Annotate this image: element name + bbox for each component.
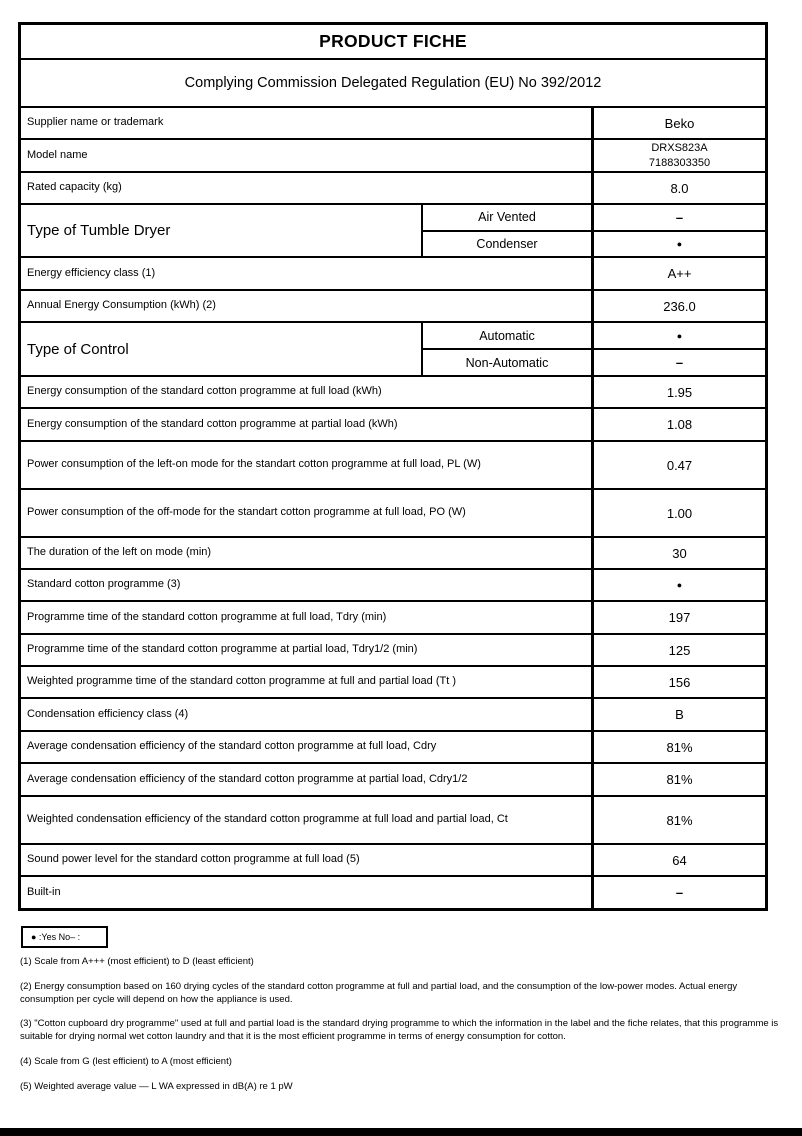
footnotes — [20, 956, 786, 1106]
row-label: Weighted programme time of the standard cotton programme at full and partial load (Tt ) — [27, 675, 457, 688]
row-value: 81% — [591, 764, 765, 795]
footnote-2: (2) Energy consumption based on 160 drying cycles of the standard cotton programme at full and partial load, and the consumption of the low-power modes. Actual energy consumption per cycle will depend on how the appliance is used. — [20, 980, 738, 1005]
row-label: Rated capacity (kg) — [27, 181, 122, 194]
row-value: 236.0 — [591, 291, 765, 321]
option-label: Non-Automatic — [421, 350, 591, 375]
table-row-sound-power — [21, 843, 765, 875]
table-row-cdry-half — [21, 762, 765, 795]
option-label: Air Vented — [421, 205, 591, 230]
row-value: A++ — [591, 258, 765, 289]
option-value: – — [591, 350, 765, 375]
row-label: Weighted condensation efficiency of the standard cotton programme at full load and partial load, Ct — [27, 813, 508, 826]
legend-text: ● :Yes No– : — [31, 932, 81, 942]
row-label: Energy consumption of the standard cotton programme at full load (kWh) — [27, 385, 382, 398]
bottom-scan-bar — [0, 1128, 802, 1136]
row-label: Power consumption of the off-mode for the standart cotton programme at full load, PO (W) — [27, 506, 466, 519]
table-row-cdry — [21, 730, 765, 762]
row-label: The duration of the left on mode (min) — [27, 546, 212, 559]
row-label: Average condensation efficiency of the standard cotton programme at partial load, Cdry1/2 — [27, 772, 468, 785]
row-label: Average condensation efficiency of the standard cotton programme at full load, Cdry — [27, 740, 437, 753]
option-automatic — [421, 323, 765, 348]
row-value: B — [591, 699, 765, 730]
table-row-energy-full-load — [21, 375, 765, 407]
row-value: ● — [591, 570, 765, 600]
option-label: Automatic — [421, 323, 591, 348]
row-label: Supplier name or trademark — [27, 116, 164, 129]
option-value: ● — [591, 323, 765, 348]
table-row-model — [21, 138, 765, 171]
row-value: Beko — [591, 108, 765, 138]
table-row-standard-cotton — [21, 568, 765, 600]
row-value: 1.00 — [591, 490, 765, 536]
row-label: Standard cotton programme (3) — [27, 578, 181, 591]
row-label: Condensation efficiency class (4) — [27, 707, 189, 720]
product-fiche-table — [18, 22, 768, 911]
row-value — [591, 140, 765, 171]
table-row-control-type — [21, 321, 765, 375]
row-label: Annual Energy Consumption (kWh) (2) — [27, 299, 216, 312]
footnote-1: (1) Scale from A+++ (most efficient) to D (least efficient) — [20, 956, 254, 967]
model-number: 7188303350 — [648, 156, 711, 169]
row-value: 81% — [591, 797, 765, 843]
row-value: 64 — [591, 845, 765, 875]
table-row-built-in — [21, 875, 765, 908]
row-value: 30 — [591, 538, 765, 568]
row-label: Programme time of the standard cotton programme at full load, Tdry (min) — [27, 610, 387, 623]
group-options — [421, 323, 765, 375]
table-row-condensation-class — [21, 697, 765, 730]
option-condenser — [421, 230, 765, 257]
option-value: – — [591, 205, 765, 230]
option-value: ● — [591, 232, 765, 257]
row-value: 197 — [591, 602, 765, 633]
table-row-left-on-duration — [21, 536, 765, 568]
row-label: Model name — [27, 148, 88, 161]
group-label: Type of Control — [27, 340, 129, 358]
row-value: – — [591, 877, 765, 908]
row-label: Energy consumption of the standard cotton programme at partial load (kWh) — [27, 417, 398, 430]
table-row-supplier — [21, 106, 765, 138]
table-row-annual-energy — [21, 289, 765, 321]
group-label: Type of Tumble Dryer — [27, 222, 171, 239]
table-row-energy-class — [21, 256, 765, 289]
row-value: 125 — [591, 635, 765, 665]
footnote-4: (4) Scale from G (lest efficient) to A (most efficient) — [20, 1056, 232, 1068]
table-row-ct — [21, 795, 765, 843]
row-label: Built-in — [27, 885, 61, 898]
table-row-left-on-power — [21, 440, 765, 488]
table-row-weighted-time — [21, 665, 765, 697]
fiche-subtitle-row — [21, 58, 765, 106]
option-air-vented — [421, 205, 765, 230]
row-value: 1.95 — [591, 377, 765, 407]
fiche-title-row — [21, 25, 765, 58]
row-value: 0.47 — [591, 442, 765, 488]
table-row-dryer-type — [21, 203, 765, 256]
row-label: Energy efficiency class (1) — [27, 266, 156, 279]
row-label: Programme time of the standard cotton programme at partial load, Tdry1/2 (min) — [27, 643, 418, 656]
group-options — [421, 205, 765, 256]
page-title: PRODUCT FICHE — [319, 31, 467, 51]
regulation-subtitle: Complying Commission Delegated Regulation (EU) No 392/2012 — [184, 75, 602, 91]
row-label: Power consumption of the left-on mode for the standart cotton programme at full load, PL (W) — [27, 458, 481, 471]
footnote-5: (5) Weighted average value — L WA expressed in dB(A) re 1 pW — [20, 1080, 293, 1092]
table-row-tdry-half — [21, 633, 765, 665]
table-row-tdry — [21, 600, 765, 633]
footnote-3: (3) "Cotton cupboard dry programme" used at full and partial load is the standard drying programme to which the information in the label and the fiche relates, that this programme is suitable for drying normal wet cotton laundry and that it is the most efficient programme in terms of energy consumption for cotton. — [20, 1018, 779, 1043]
row-label: Sound power level for the standard cotton programme at full load (5) — [27, 853, 360, 866]
table-row-energy-partial-load — [21, 407, 765, 440]
model-code: DRXS823A — [651, 142, 708, 155]
row-value: 81% — [591, 732, 765, 762]
row-value: 8.0 — [591, 173, 765, 203]
table-row-off-mode-power — [21, 488, 765, 536]
row-value: 1.08 — [591, 409, 765, 440]
option-non-automatic — [421, 348, 765, 375]
row-value: 156 — [591, 667, 765, 697]
yes-no-legend — [21, 926, 108, 948]
table-row-capacity — [21, 171, 765, 203]
option-label: Condenser — [421, 232, 591, 257]
